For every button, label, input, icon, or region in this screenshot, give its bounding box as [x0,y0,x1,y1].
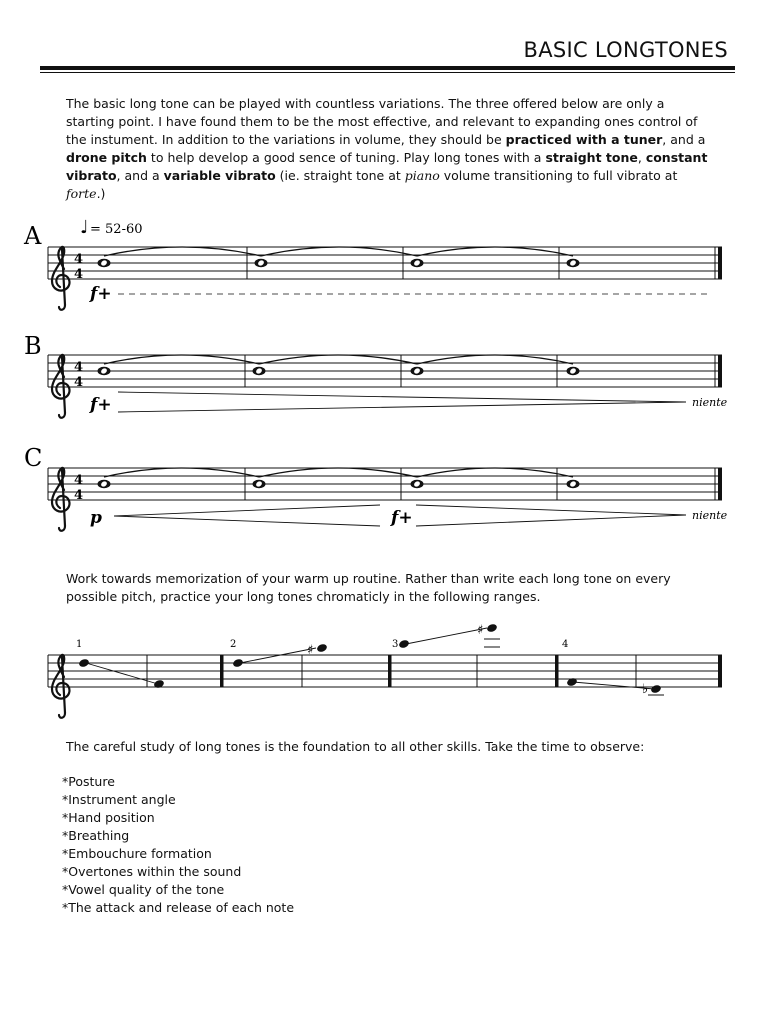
list-item: *The attack and release of each note [62,900,295,915]
svg-text:♯: ♯ [477,623,484,638]
exercise-a-label: A [24,222,42,250]
svg-text:4: 4 [74,473,84,488]
ranges-staff [48,623,722,718]
list-item: *Embouchure formation [62,846,212,861]
quarter-note-symbol: ♩ [80,217,89,238]
niente-text: niente [692,509,728,522]
list-item: *Overtones within the sound [62,864,242,879]
list-item: *Breathing [62,828,130,843]
dynamic-marking: f+ [90,395,112,415]
diminuendo-hairpin [118,392,686,412]
svg-text:4: 4 [74,488,84,503]
treble-clef-icon [52,468,69,531]
exercise-b-label: B [24,332,42,360]
dynamic-marking-forte: f+ [391,508,413,528]
svg-text:4: 4 [74,375,84,390]
observe-list [62,773,294,917]
treble-clef-icon [52,355,69,418]
exercise-c [24,444,728,531]
list-item: *Vowel quality of the tone [62,882,225,897]
study-paragraph: The careful study of long tones is the foundation to all other skills. Take the time to observe: [66,739,645,754]
list-item: *Instrument angle [62,792,176,807]
diminuendo-hairpin [416,505,686,526]
svg-text:4: 4 [74,360,84,375]
intro-paragraph: The basic long tone can be played with countless variations. The three offered below are only a starting point. I have found them to be the most effective, and relevant to expanding ones control of the instument. In addition to the variations in volume, they should be practiced with a tuner, and a drone pitch to help develop a good sence of tuning. Play long tones with a straight tone, constant vibrato, and a variable vibrato (ie. straight tone at piano volume transitioning to full vibrato at forte.) [66,96,708,201]
niente-text: niente [692,396,728,409]
range-marker-1: 1 [76,639,83,650]
svg-text:4: 4 [74,267,84,282]
range-marker-2: 2 [230,639,237,650]
list-item: *Hand position [62,810,155,825]
svg-text:♯: ♯ [307,643,314,658]
range-marker-4: 4 [562,639,569,650]
ranges-paragraph: Work towards memorization of your warm up routine. Rather than write each long tone on every possible pitch, practice your long tones chromaticly in the following ranges. [66,571,671,604]
range-marker-3: 3 [392,639,399,650]
svg-text:♭: ♭ [642,682,649,697]
exercise-a [23,217,722,310]
page-title: BASIC LONGTONES [523,38,728,62]
list-item: *Posture [62,774,115,789]
svg-text:4: 4 [74,252,84,267]
dynamic-marking-piano: p [90,508,102,528]
dynamic-marking: f+ [90,284,112,304]
tempo-marking: = 52-60 [90,222,143,237]
treble-clef-icon [52,247,69,310]
exercise-b [24,332,728,418]
exercise-c-label: C [24,444,43,472]
crescendo-hairpin [114,505,380,526]
treble-clef-icon [52,655,69,718]
